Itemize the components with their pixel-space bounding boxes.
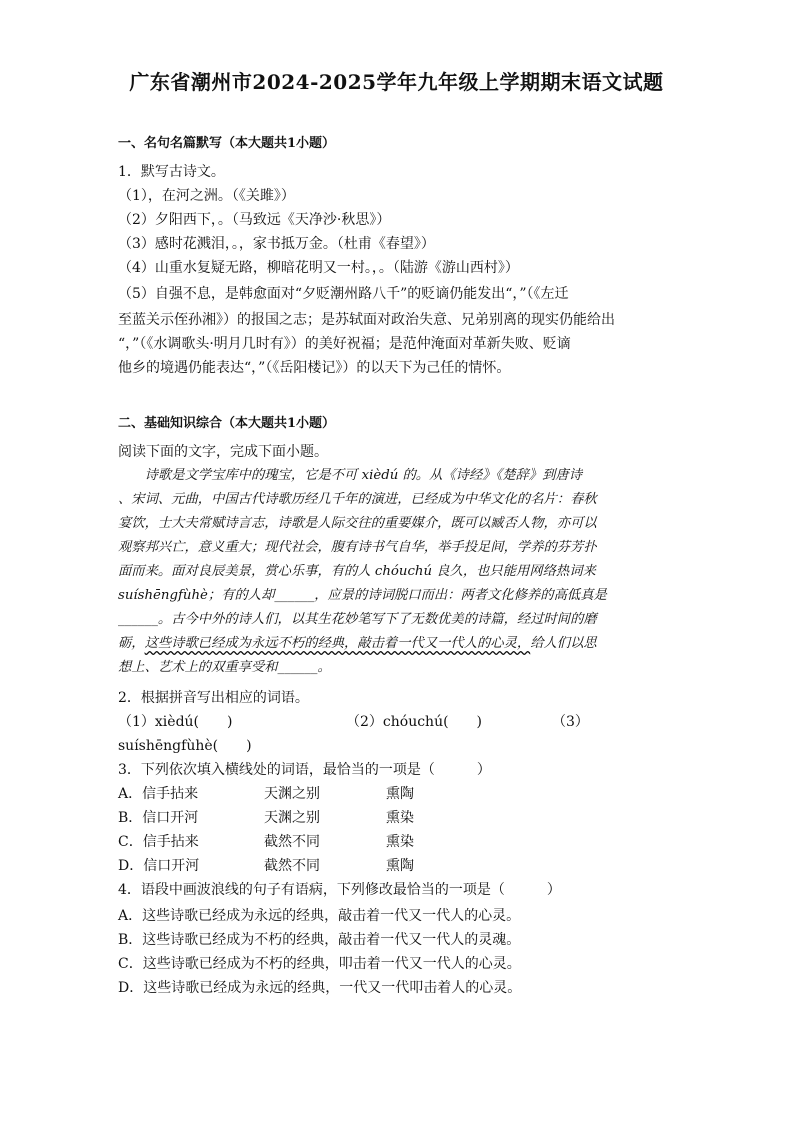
passage-line: 面而来。面对良辰美景，赏心乐事，有的人 chóuchú 良久，也只能用网络热词来: [118, 564, 596, 579]
q1-item-5-line-1: （5）自强不息，是韩愈面对“夕贬潮州路八千”的贬谪仍能发出“，”（《左迁: [118, 286, 569, 302]
q3-text: 3．下列依次填入横线处的词语，最恰当的一项是（ ）: [118, 762, 491, 778]
option-word: D．信口开河: [118, 858, 200, 874]
option-word: 天渊之别: [264, 786, 320, 802]
section2-intro: 阅读下面的文字，完成下面小题。: [118, 444, 328, 460]
q1-text: 1．默写古诗文。: [118, 164, 225, 180]
option-word: 截然不同: [264, 834, 320, 850]
q2-text: 2．根据拼音写出相应的词语。: [118, 690, 309, 706]
reading-passage: [118, 464, 678, 680]
q1-item-5-line-2: 至蓝关示侄孙湘》）的报国之志；是苏轼面对政治失意、兄弟别离的现实仍能给出: [118, 312, 615, 328]
passage-line: 观察邦兴亡，意义重大；现代社会，腹有诗书气自华，举手投足间，学养的芬芳扑: [118, 540, 597, 555]
passage-line: ______。古今中外的诗人们，以其生花妙笔写下了无数优美的诗篇，经过时间的磨: [118, 612, 597, 627]
option-word: C．信手拈来: [118, 834, 199, 850]
option-word: 熏染: [386, 810, 414, 826]
section2-heading: 二、基础知识综合（本大题共1小题）: [118, 416, 336, 431]
q4-option-a: A．这些诗歌已经成为永远的经典，敲击着一代又一代人的心灵。: [118, 908, 521, 924]
option-word: B．信口开河: [118, 810, 199, 826]
q3-option-a: [118, 784, 735, 804]
option-word: 熏陶: [386, 786, 414, 802]
q1-item-4: （4）山重水复疑无路，柳暗花明又一村。，。（陆游《游山西村》）: [118, 260, 519, 276]
passage-line: 想上、艺术上的双重享受和______。: [118, 660, 331, 675]
option-word: 天渊之别: [264, 810, 320, 826]
q3-option-d: [118, 856, 735, 876]
option-word: 熏染: [386, 834, 414, 850]
q1-item-5-line-3: “，”（《水调歌头·明月几时有》）的美好祝福；是范仲淹面对革新失败、贬谪: [118, 336, 571, 352]
option-word: 截然不同: [264, 858, 320, 874]
q1-item-3: （3）感时花溅泪，。，家书抵万金。（杜甫《春望》）: [118, 236, 435, 252]
passage-line: 诗歌是文学宝库中的瑰宝，它是不可 xièdú 的。从《诗经》《楚辞》到唐诗: [118, 468, 582, 483]
passage-line: suíshēngfùhè；有的人却______，应景的诗词脱口而出：两者文化修养的高低真是: [118, 588, 607, 603]
option-word: A．信手拈来: [118, 786, 199, 802]
wavy-underlined-sentence: 这些诗歌已经成为永远不朽的经典，敲击着一代又一代人的心灵，: [144, 636, 531, 651]
section1-heading: 一、名句名篇默写（本大题共1小题）: [118, 136, 336, 151]
q4-option-c: C．这些诗歌已经成为不朽的经典，叩击着一代又一代人的心灵。: [118, 956, 521, 972]
q4-option-b: B．这些诗歌已经成为不朽的经典，敲击着一代又一代人的灵魂。: [118, 932, 521, 948]
document-title: 广东省潮州市2024-2025学年九年级上学期期末语文试题: [129, 70, 664, 94]
q2-blank-3: （3）: [552, 714, 589, 730]
passage-line: 宴饮，士大夫常赋诗言志，诗歌是人际交往的重要媒介，既可以臧否人物，亦可以: [118, 516, 597, 531]
passage-line: 、宋词、元曲，中国古代诗歌历经几千年的演进，已经成为中华文化的名片：春秋: [118, 492, 597, 507]
q3-option-b: [118, 808, 735, 828]
q1-item-2: （2）夕阳西下，。（马致远《天净沙·秋思》）: [118, 212, 391, 228]
q1-item-1: （1），在河之洲。（《关雎》）: [118, 188, 295, 204]
q3-option-c: [118, 832, 735, 852]
q4-option-d: D．这些诗歌已经成为永远的经典，一代又一代叩击着人的心灵。: [118, 980, 522, 996]
passage-text: 给人们以思: [530, 636, 597, 651]
q2-blank-3-pinyin: suíshēngfùhè( ): [118, 738, 252, 754]
q2-blank-1: （1）xièdú( ): [118, 714, 233, 730]
passage-text: 砺，: [118, 636, 145, 651]
passage-line: [118, 632, 678, 656]
option-word: 熏陶: [386, 858, 414, 874]
q1-item-5-line-4: 他乡的境遇仍能表达“，”（《岳阳楼记》）的以天下为己任的情怀。: [118, 360, 511, 376]
q2-blank-2: （2）chóuchú( ): [346, 714, 483, 730]
q2-row: [118, 712, 735, 732]
q4-text: 4．语段中画波浪线的句子有语病，下列修改最恰当的一项是（ ）: [118, 882, 561, 898]
